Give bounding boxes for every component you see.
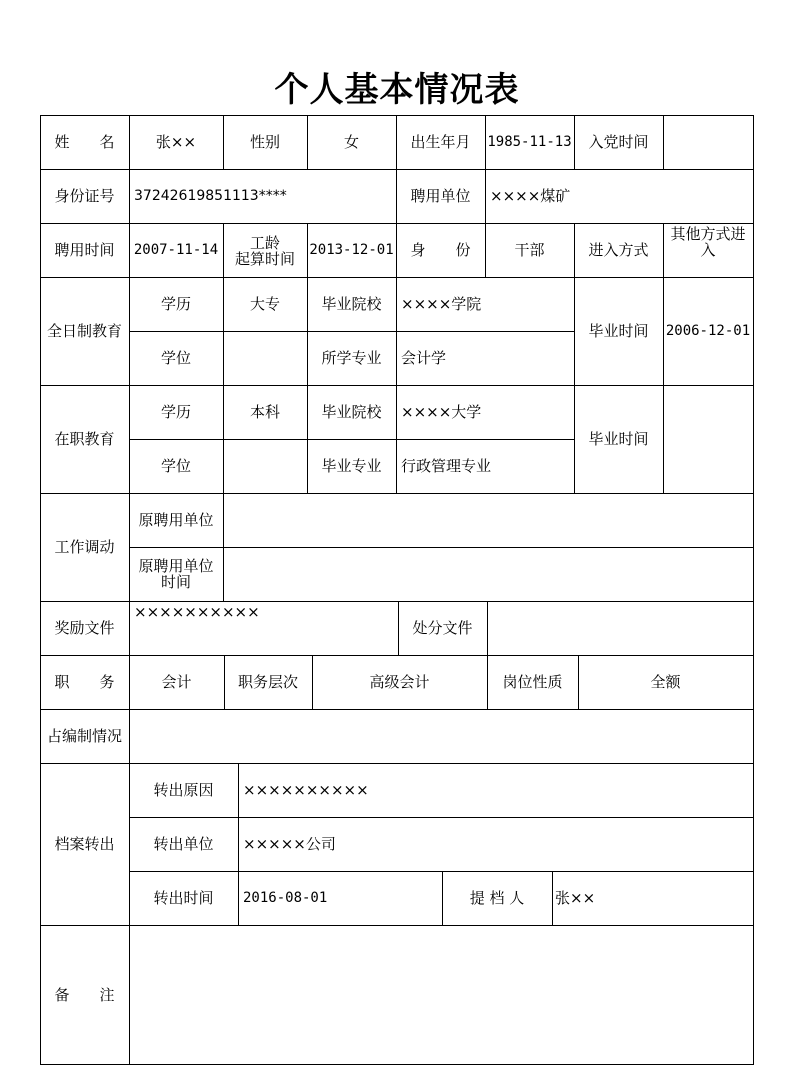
value-prev-employer[interactable]	[223, 493, 753, 547]
label-post-nature: 岗位性质	[502, 673, 563, 691]
label-remarks: 备 注	[54, 985, 115, 1004]
value-inservice-school[interactable]: ××××大学	[401, 403, 482, 421]
form-title: 个人基本情况表	[274, 70, 520, 110]
label-fulltime-grad-date: 毕业时间	[588, 322, 649, 340]
value-remarks[interactable]	[129, 925, 753, 1064]
label-entry-mode: 进入方式	[588, 241, 649, 259]
label-transfer-date: 转出时间	[153, 889, 214, 907]
label-inservice-degree: 学位	[160, 457, 191, 475]
label-prev-employer: 原聘用单位	[138, 511, 214, 529]
value-staffing[interactable]	[129, 709, 753, 763]
label-fulltime-school: 毕业院校	[321, 295, 382, 313]
value-inservice-grad-date[interactable]	[663, 385, 753, 493]
other-entry-line2: 入	[700, 241, 716, 259]
label-identity: 身 份	[410, 241, 471, 259]
value-other-entry[interactable]	[663, 223, 753, 277]
value-transfer-unit[interactable]: ×××××公司	[243, 835, 336, 853]
value-awards[interactable]: ××××××××××	[134, 603, 260, 621]
label-prev-employer-time	[129, 547, 223, 601]
value-fulltime-grad-date[interactable]: 2006-12-01	[665, 323, 751, 339]
other-entry-line1: 其他方式进	[670, 225, 746, 243]
prev-employer-time-line1: 原聘用单位	[138, 557, 214, 575]
value-hire-date[interactable]: 2007-11-14	[133, 242, 219, 258]
value-name[interactable]: 张××	[155, 133, 197, 151]
label-fulltime-edu: 全日制教育	[46, 322, 122, 340]
value-position[interactable]: 会计	[161, 673, 192, 691]
value-inservice-degree[interactable]	[223, 439, 307, 493]
label-inservice-grad-date: 毕业时间	[588, 430, 649, 448]
label-party-date: 入党时间	[588, 133, 649, 151]
value-id-number[interactable]: 37242619851113****	[134, 188, 287, 204]
label-staffing: 占编制情况	[46, 727, 122, 745]
label-employer: 聘用单位	[410, 187, 471, 205]
label-inservice-school: 毕业院校	[321, 403, 382, 421]
value-identity[interactable]: 干部	[514, 241, 545, 259]
value-transfer-date[interactable]: 2016-08-01	[243, 890, 328, 906]
value-transfer-reason[interactable]: ××××××××××	[243, 781, 369, 799]
label-transfer-unit: 转出单位	[153, 835, 214, 853]
label-birth: 出生年月	[410, 133, 471, 151]
value-position-level[interactable]: 高级会计	[369, 673, 430, 691]
label-name: 姓 名	[54, 133, 115, 151]
label-seniority-line2: 起算时间	[234, 250, 295, 268]
label-transfer-reason: 转出原因	[153, 781, 214, 799]
value-discipline[interactable]	[487, 601, 753, 655]
value-fulltime-major[interactable]: 会计学	[401, 349, 447, 367]
table-border-bottom	[40, 1064, 754, 1065]
value-fulltime-school[interactable]: ××××学院	[401, 295, 482, 313]
label-inservice-degree-level: 学历	[160, 403, 191, 421]
label-id-number: 身份证号	[54, 187, 115, 205]
value-inservice-degree-level[interactable]: 本科	[249, 403, 280, 421]
value-inservice-major[interactable]: 行政管理专业	[401, 457, 492, 475]
value-prev-employer-time[interactable]	[223, 547, 753, 601]
label-archive-taker: 提 档 人	[469, 889, 525, 907]
label-discipline: 处分文件	[412, 619, 473, 637]
value-employer[interactable]: ××××煤矿	[490, 187, 571, 205]
value-gender[interactable]: 女	[343, 133, 359, 151]
label-inservice-major: 毕业专业	[321, 457, 382, 475]
label-fulltime-major: 所学专业	[321, 349, 382, 367]
label-gender: 性别	[249, 133, 280, 151]
label-fulltime-degree: 学位	[160, 349, 191, 367]
label-seniority-start	[223, 223, 307, 277]
value-archive-taker[interactable]: 张××	[555, 889, 596, 907]
label-transfer: 工作调动	[54, 538, 115, 556]
label-inservice-edu: 在职教育	[54, 430, 115, 448]
label-awards: 奖励文件	[54, 619, 115, 637]
table-border-right	[753, 115, 754, 1065]
label-fulltime-degree-level: 学历	[160, 295, 191, 313]
label-position: 职 务	[54, 673, 115, 691]
prev-employer-time-line2: 时间	[160, 573, 191, 591]
value-seniority-start[interactable]: 2013-12-01	[309, 242, 394, 258]
value-fulltime-degree[interactable]	[223, 331, 307, 385]
value-birth[interactable]: 1985-11-13	[487, 134, 572, 150]
label-seniority-line1: 工龄	[249, 234, 280, 252]
value-post-nature[interactable]: 全额	[650, 673, 681, 691]
label-archive: 档案转出	[54, 835, 115, 853]
label-hire-date: 聘用时间	[54, 241, 115, 259]
label-position-level: 职务层次	[237, 673, 298, 691]
value-party-date[interactable]	[663, 115, 753, 169]
value-fulltime-degree-level[interactable]: 大专	[249, 295, 280, 313]
